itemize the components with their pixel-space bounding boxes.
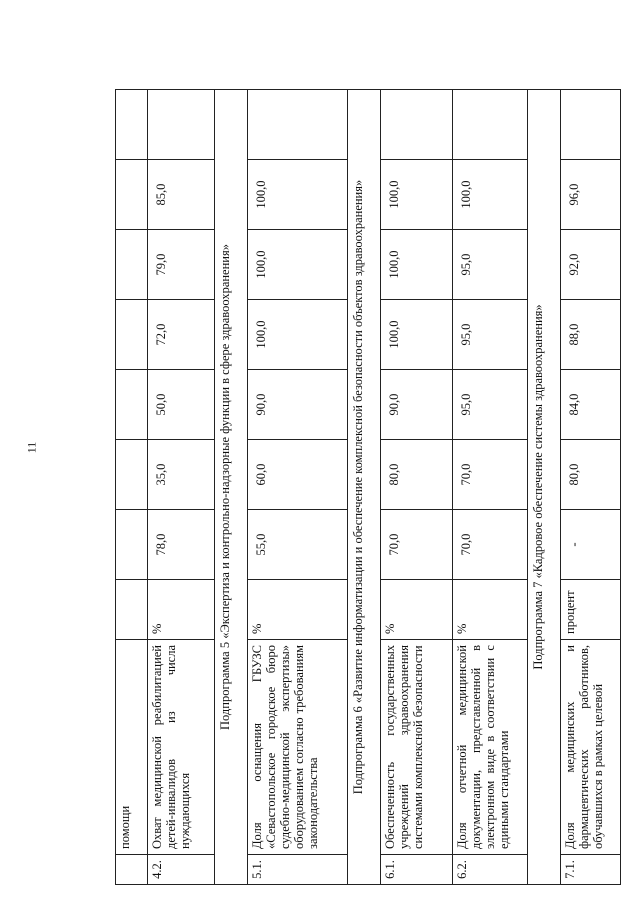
row-number: 5.1. <box>248 855 348 885</box>
value-cell <box>116 300 148 370</box>
value-cell <box>116 90 148 160</box>
row-number: 4.2. <box>148 855 215 885</box>
value-cell <box>116 440 148 510</box>
value-cell: 100,0 <box>381 160 453 230</box>
subprogram-title: Подпрограмма 6 «Развитие информатизации и обеспечение комплексной безопасности объектов здравоохранения» <box>348 90 381 885</box>
unit-of-measure: % <box>453 580 528 640</box>
value-cell: 95,0 <box>453 230 528 300</box>
value-cell: 100,0 <box>248 300 348 370</box>
value-cell: 100,0 <box>381 300 453 370</box>
unit-of-measure: % <box>248 580 348 640</box>
value-cell: 92,0 <box>561 230 621 300</box>
value-cell: 100,0 <box>248 230 348 300</box>
value-cell: 90,0 <box>248 370 348 440</box>
value-cell <box>116 230 148 300</box>
table-row <box>453 90 528 885</box>
value-cell: 35,0 <box>148 440 215 510</box>
value-cell: 78,0 <box>148 510 215 580</box>
table-row <box>116 90 148 885</box>
value-cell: 55,0 <box>248 510 348 580</box>
value-cell <box>561 90 621 160</box>
value-cell: 70,0 <box>381 510 453 580</box>
page-number: 11 <box>24 441 39 454</box>
subprogram-title: Подпрограмма 7 «Кадровое обеспечение системы здравоохранения» <box>528 90 561 885</box>
unit-of-measure: процент <box>561 580 621 640</box>
value-cell: 95,0 <box>453 300 528 370</box>
table-row <box>148 90 215 885</box>
value-cell: 50,0 <box>148 370 215 440</box>
value-cell: 90,0 <box>381 370 453 440</box>
row-number: 6.1. <box>381 855 453 885</box>
unit-of-measure: % <box>148 580 215 640</box>
indicator-name: Доля оснащения ГБУЗС «Севастопольское городское бюро судебно-медицинской экспертизы» оборудованием согласно требованиям законодательства <box>248 640 348 855</box>
value-cell <box>453 90 528 160</box>
value-cell <box>116 510 148 580</box>
row-number: 6.2. <box>453 855 528 885</box>
indicator-name: Доля медицинских и фармацевтических работников, обучавшихся в рамках целевой <box>561 640 621 855</box>
row-number: 7.1. <box>561 855 621 885</box>
indicator-name: Охват медицинской реабилитацией детей-инвалидов из числа нуждающихся <box>148 640 215 855</box>
subprogram-header-row <box>348 90 381 885</box>
value-cell: 70,0 <box>453 440 528 510</box>
value-cell: 80,0 <box>561 440 621 510</box>
subprogram-header-row <box>215 90 248 885</box>
value-cell: 96,0 <box>561 160 621 230</box>
value-cell: 100,0 <box>248 160 348 230</box>
value-cell: 72,0 <box>148 300 215 370</box>
rotated-table-container <box>115 90 615 885</box>
value-cell: 100,0 <box>381 230 453 300</box>
value-cell: 70,0 <box>453 510 528 580</box>
table-row <box>381 90 453 885</box>
subprogram-header-row <box>528 90 561 885</box>
value-cell <box>116 160 148 230</box>
value-cell: 84,0 <box>561 370 621 440</box>
indicators-table <box>115 89 621 885</box>
indicator-name: помощи <box>116 640 148 855</box>
indicator-name: Доля отчетной медицинской документации, представленной в электронном виде в соответствии с едиными стандартами <box>453 640 528 855</box>
value-cell: 88,0 <box>561 300 621 370</box>
value-cell <box>116 370 148 440</box>
table-row <box>561 90 621 885</box>
value-cell: - <box>561 510 621 580</box>
value-cell: 100,0 <box>453 160 528 230</box>
value-cell: 79,0 <box>148 230 215 300</box>
value-cell: 85,0 <box>148 160 215 230</box>
value-cell: 95,0 <box>453 370 528 440</box>
value-cell: 60,0 <box>248 440 348 510</box>
indicator-name: Обеспеченность государственных учреждений здравоохранения системами комплексной безопасности <box>381 640 453 855</box>
value-cell <box>248 90 348 160</box>
unit-of-measure <box>116 580 148 640</box>
value-cell <box>148 90 215 160</box>
value-cell <box>381 90 453 160</box>
table-row <box>248 90 348 885</box>
table-body <box>116 90 621 885</box>
value-cell: 80,0 <box>381 440 453 510</box>
subprogram-title: Подпрограмма 5 «Экспертиза и контрольно-надзорные функции в сфере здравоохранения» <box>215 90 248 885</box>
unit-of-measure: % <box>381 580 453 640</box>
row-number <box>116 855 148 885</box>
